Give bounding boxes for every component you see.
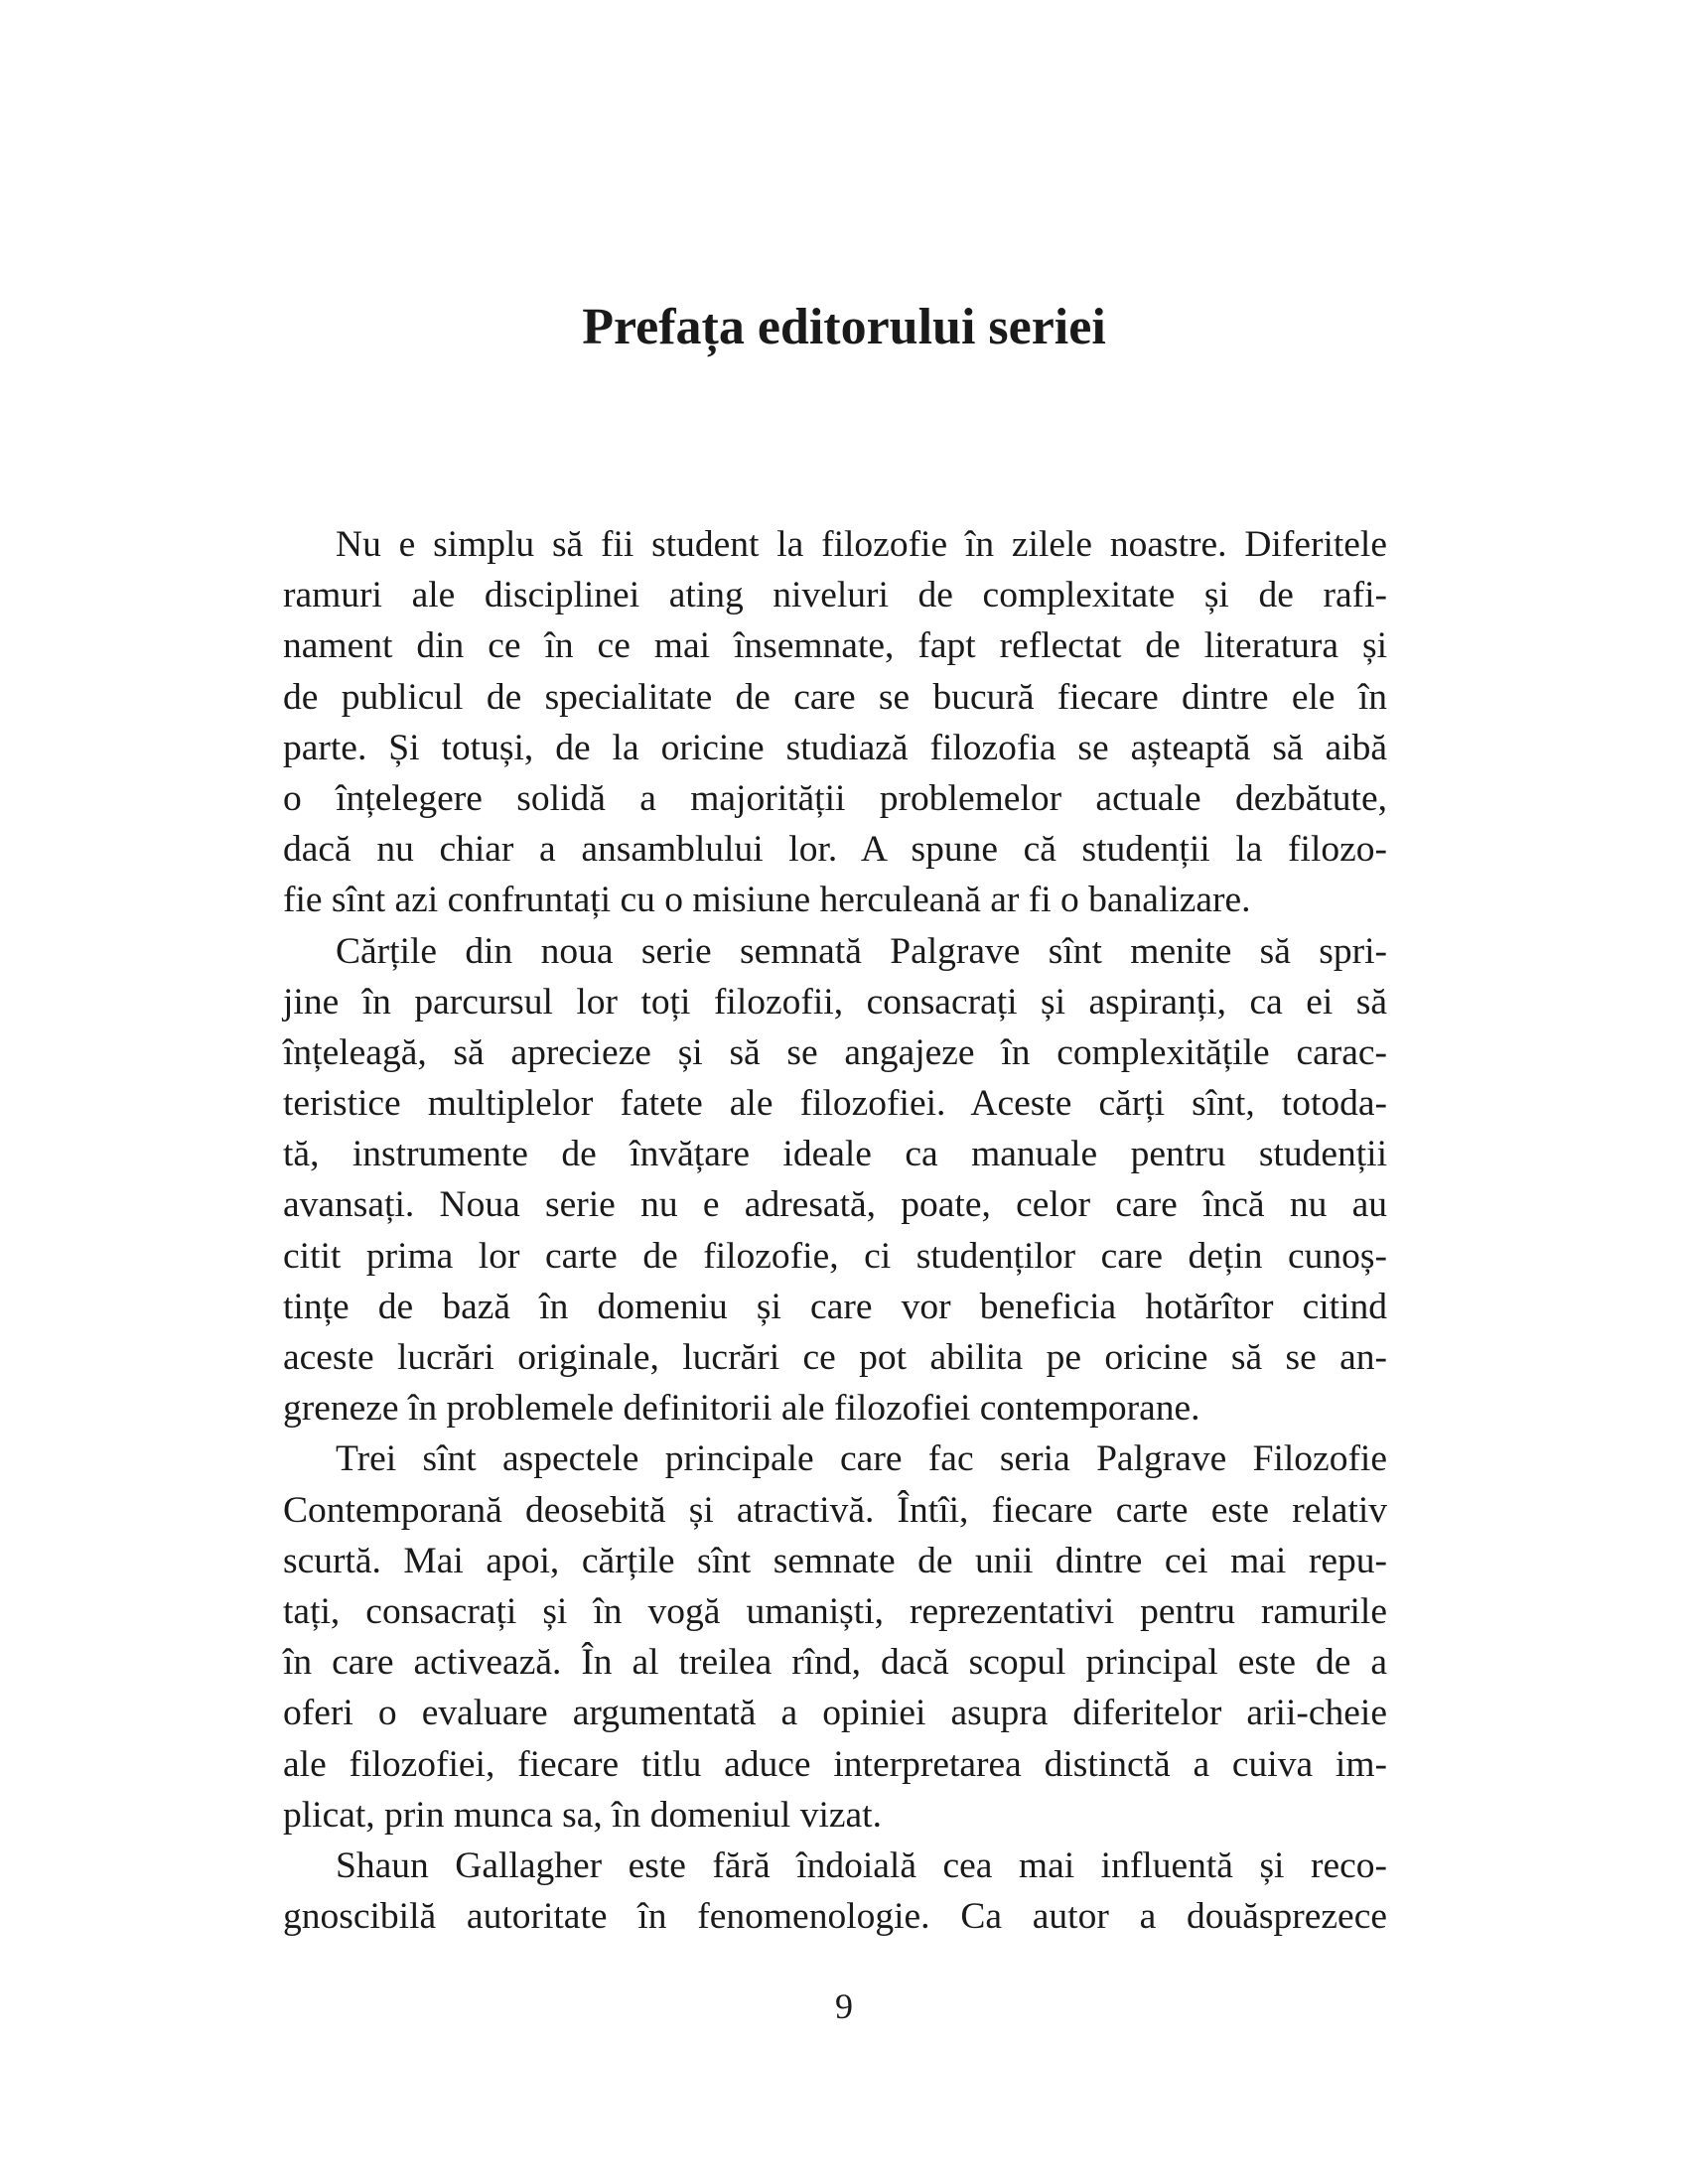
text-line: Trei sînt aspectele principale care fac seria Palgrave Filozofie	[336, 1438, 1387, 1480]
text-line: greneze în problemele definitorii ale filozofiei contemporane.	[283, 1388, 1200, 1430]
text-line: avansați. Noua serie nu e adresată, poate, celor care încă nu au	[283, 1184, 1387, 1226]
text-line: nament din ce în ce mai însemnate, fapt reflectat de literatura și	[283, 625, 1387, 667]
paragraph	[283, 519, 1387, 926]
paragraph	[283, 1841, 1387, 1942]
text-line: Shaun Gallagher este fără îndoială cea mai influentă și reco-	[336, 1844, 1387, 1886]
text-line: tă, instrumente de învățare ideale ca manuale pentru studenții	[283, 1134, 1387, 1175]
text-line: Nu e simplu să fii student la filozofie în zilele noastre. Diferitele	[336, 524, 1387, 565]
text-line: în care activează. În al treilea rînd, dacă scopul principal este de a	[283, 1642, 1387, 1684]
paragraph	[283, 1433, 1387, 1841]
text-line: fie sînt azi confruntați cu o misiune herculeană ar fi o banalizare.	[283, 880, 1251, 921]
text-line: citit prima lor carte de filozofie, ci studenților care dețin cunoș-	[283, 1235, 1387, 1277]
text-line: jine în parcursul lor toți filozofii, consacrați și aspiranți, ca ei să	[283, 981, 1387, 1023]
paragraph	[283, 926, 1387, 1434]
page-number: 9	[835, 1986, 853, 2026]
text-line: aceste lucrări originale, lucrări ce pot abilita pe oricine să se an-	[283, 1337, 1387, 1378]
text-line: teristice multiplelor fatete ale filozofiei. Aceste cărți sînt, totoda-	[283, 1083, 1387, 1125]
chapter-title: Prefața editorului seriei	[582, 299, 1106, 355]
text-line: parte. Și totuși, de la oricine studiază filozofia se așteaptă să aibă	[283, 727, 1387, 768]
text-line: ramuri ale disciplinei ating niveluri de complexitate și de rafi-	[283, 575, 1387, 616]
text-line: plicat, prin munca sa, în domeniul vizat.	[283, 1794, 882, 1836]
text-line: o înțelegere solidă a majorității problemelor actuale dezbătute,	[283, 777, 1387, 819]
text-line: oferi o evaluare argumentată a opiniei asupra diferitelor arii-cheie	[283, 1693, 1387, 1734]
text-line: gnoscibilă autoritate în fenomenologie. Ca autor a douăsprezece	[283, 1896, 1387, 1938]
text-line: de publicul de specialitate de care se bucură fiecare dintre ele în	[283, 676, 1387, 718]
text-line: ale filozofiei, fiecare titlu aduce interpretarea distinctă a cuiva im-	[283, 1743, 1387, 1785]
text-line: dacă nu chiar a ansamblului lor. A spune că studenții la filozo-	[283, 829, 1387, 871]
text-line: Cărțile din noua serie semnată Palgrave sînt menite să spri-	[336, 930, 1387, 972]
text-line: tați, consacrați și în vogă umaniști, reprezentativi pentru ramurile	[283, 1590, 1387, 1632]
text-line: înțeleagă, să aprecieze și să se angajeze în complexitățile carac-	[283, 1031, 1387, 1073]
text-line: scurtă. Mai apoi, cărțile sînt semnate de unii dintre cei mai repu-	[283, 1540, 1387, 1581]
text-line: tințe de bază în domeniu și care vor beneficia hotărîtor citind	[283, 1286, 1387, 1327]
body-text	[283, 519, 1387, 1942]
text-line: Contemporană deosebită și atractivă. Întîi, fiecare carte este relativ	[283, 1489, 1387, 1531]
